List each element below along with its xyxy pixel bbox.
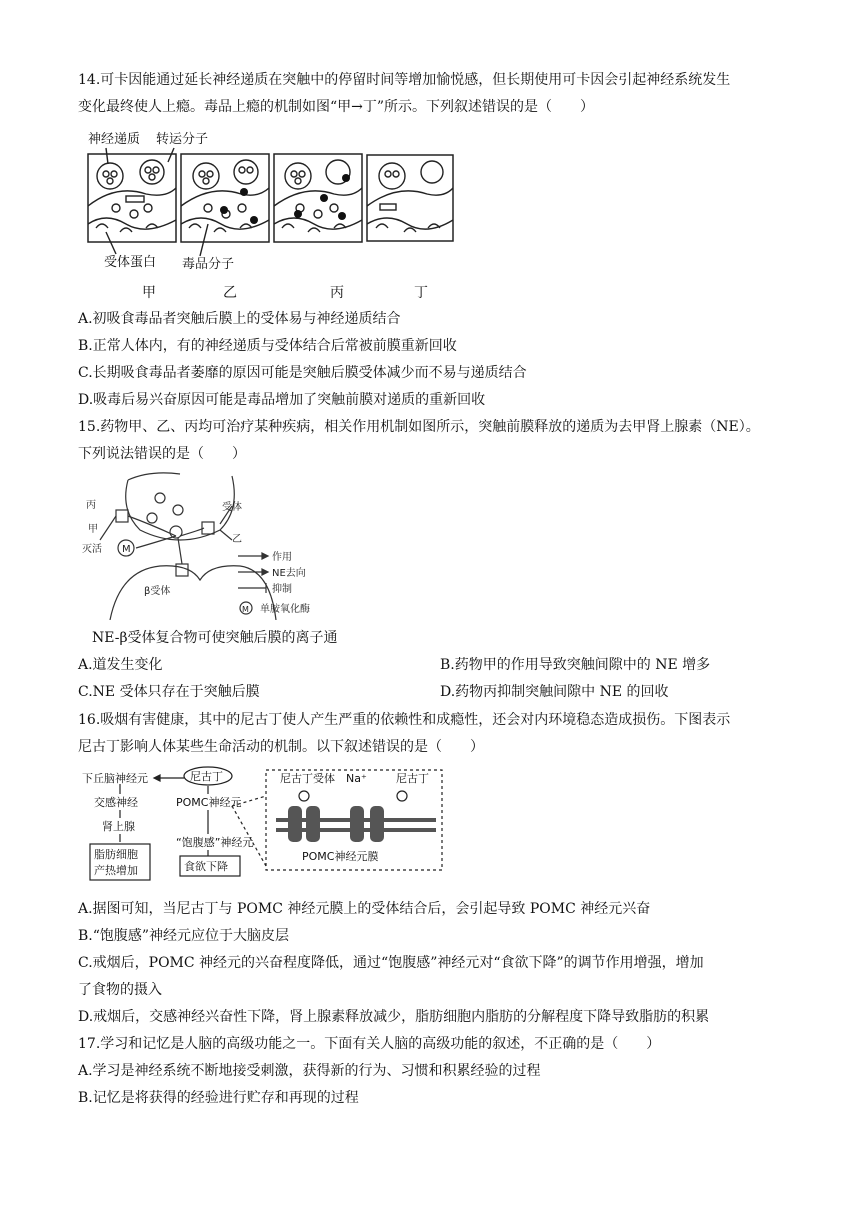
q16-label-appetite: 食欲下降 (184, 860, 228, 873)
q14-stem-line2: 变化最终使人上瘾。毒品上瘾的机制如图“甲→丁”所示。下列叙述错误的是（ ） (78, 99, 595, 115)
q14-panel-label-ding: 丁 (414, 285, 428, 301)
q15-legend-ne: NE去向 (272, 568, 306, 579)
q14-stem-line1: 14.可卡因能通过延长神经递质在突触中的停留时间等增加愉悦感，但长期使用可卡因会引起神经系统发生 (78, 72, 731, 88)
q16-label-receptor: 尼古丁受体 (280, 772, 335, 785)
q14-option-a: A.初吸食毒品者突触后膜上的受体易与神经递质结合 (78, 311, 401, 327)
q16-option-a: A.据图可知，当尼古丁与 POMC 神经元膜上的受体结合后，会引起导致 POMC 神经元兴奋 (78, 901, 651, 917)
q15-label-beta: β受体 (144, 586, 171, 597)
q14-label-neurotransmitter: 神经递质 (88, 132, 141, 147)
q14-label-drug: 毒品分子 (182, 257, 235, 272)
q16-option-b: B.“饱腹感”神经元应位于大脑皮层 (78, 928, 290, 944)
q15-legend-action: 作用 (272, 552, 292, 563)
q15-label-m: M (122, 544, 131, 555)
q16-label-hypothalamus: 下丘脑神经元 (82, 772, 148, 785)
q14-panel-label-bing: 丙 (330, 285, 344, 301)
q16-stem-line2: 尼古丁影响人体某些生命活动的机制。以下叙述错误的是（ ） (78, 739, 484, 755)
q16-option-c-line1: C.戒烟后，POMC 神经元的兴奋程度降低，通过“饱腹感”神经元对“食欲下降”的调节作用增强，增加 (78, 955, 704, 971)
q15-legend-mao: 单胺氧化酶 (260, 604, 310, 615)
q14-panel-label-yi: 乙 (223, 285, 237, 301)
q16-stem-line1: 16.吸烟有害健康，其中的尼古丁使人产生严重的依赖性和成瘾性，还会对内环境稳态造成损伤。下图表示 (78, 712, 731, 728)
q16-label-adrenal: 肾上腺 (102, 820, 135, 833)
q15-label-inactivate: 灭活 (82, 544, 102, 555)
q16-option-c-line2: 了食物的摄入 (78, 982, 162, 998)
q17-option-a: A.学习是神经系统不断地接受刺激，获得新的行为、习惯和积累经验的过程 (78, 1063, 541, 1079)
q16-label-fat1: 脂肪细胞 (94, 848, 138, 861)
q14-option-c: C.长期吸食毒品者萎靡的原因可能是突触后膜受体减少而不易与递质结合 (78, 365, 527, 381)
q16-option-d: D.戒烟后，交感神经兴奋性下降，肾上腺素释放减少，脂肪细胞内脂肪的分解程度下降导致脂肪的积累 (78, 1009, 710, 1025)
q14-option-b: B.正常人体内，有的神经递质与受体结合后常被前膜重新回收 (78, 338, 457, 354)
q15-option-a-part2: A.道发生变化 (78, 657, 163, 673)
q16-label-na: Na⁺ (346, 772, 367, 785)
q17-stem: 17.学习和记忆是人脑的高级功能之一。下面有关人脑的高级功能的叙述，不正确的是（ ） (78, 1036, 661, 1052)
q14-panel-label-jia: 甲 (142, 285, 156, 301)
q15-option-c: C.NE 受体只存在于突触后膜 (78, 684, 260, 700)
q15-label-jia: 甲 (88, 524, 98, 535)
q16-label-pomc: POMC神经元 (176, 796, 242, 809)
q16-label-fat2: 产热增加 (94, 864, 138, 877)
q15-option-d: D.药物丙抑制突触间隙中 NE 的回收 (440, 684, 669, 700)
q16-label-membrane: POMC神经元膜 (302, 850, 379, 863)
q17-option-b: B.记忆是将获得的经验进行贮存和再现的过程 (78, 1090, 359, 1106)
q14-panel-ding (366, 154, 456, 242)
q16-label-nicotine2: 尼古丁 (396, 772, 429, 785)
q16-nicotine-figure (80, 766, 446, 890)
q15-option-a-part1: NE-β受体复合物可使突触后膜的离子通 (92, 630, 338, 646)
q15-label-yi: 乙 (232, 534, 242, 545)
q14-label-transporter: 转运分子 (156, 132, 209, 147)
q14-option-d: D.吸毒后易兴奋原因可能是毒品增加了突触前膜对递质的重新回收 (78, 392, 486, 408)
q15-label-receptor: 受体 (222, 502, 242, 513)
q14-synapse-figure (86, 128, 386, 278)
q15-legend-m: M (242, 605, 249, 614)
q15-ne-synapse-figure (80, 470, 350, 620)
q16-label-satiety: “饱腹感”神经元 (176, 836, 254, 849)
q15-label-bing: 丙 (86, 500, 96, 511)
q15-legend-inhibit: 抑制 (272, 584, 292, 595)
q15-stem-line1: 15.药物甲、乙、丙均可治疗某种疾病，相关作用机制如图所示，突触前膜释放的递质为去甲肾上腺素（NE）。 (78, 419, 760, 435)
q15-stem-line2: 下列说法错误的是（ ） (78, 446, 246, 462)
q15-option-b: B.药物甲的作用导致突触间隙中的 NE 增多 (440, 657, 711, 673)
q16-label-sympathetic: 交感神经 (94, 796, 138, 809)
q14-label-receptor: 受体蛋白 (104, 255, 157, 270)
q16-label-nicotine: 尼古丁 (190, 770, 223, 783)
